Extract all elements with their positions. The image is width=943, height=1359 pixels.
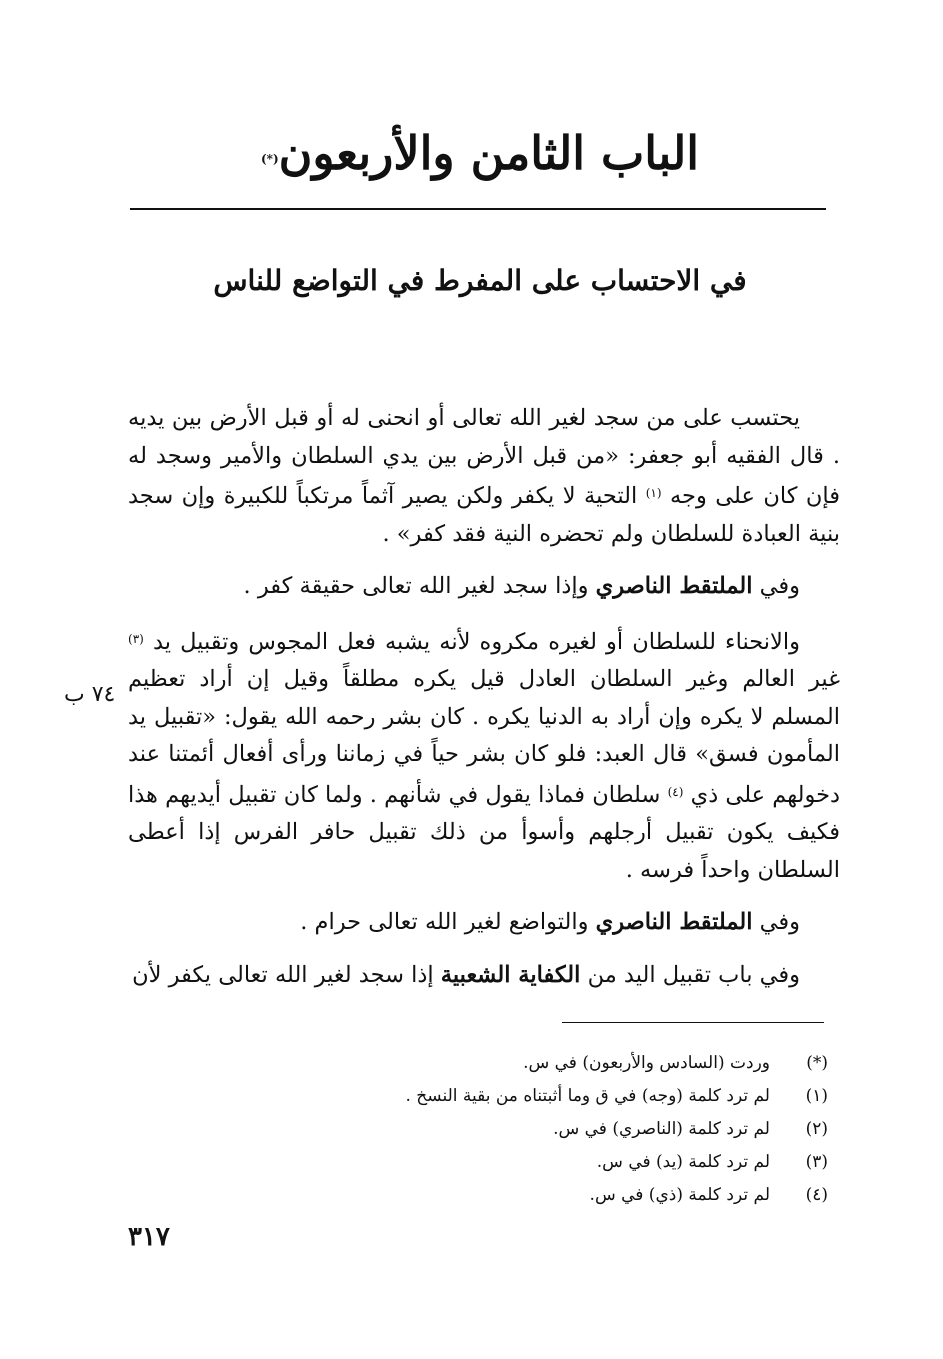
paragraph-2-text: وإذا سجد لغير الله تعالى حقيقة كفر . xyxy=(243,573,589,599)
source-name: الملتقط الناصري xyxy=(595,909,753,935)
paragraph-3-text-b: غير العالم وغير السلطان العادل قيل يكره مطلقاً وقيل إن أراد تعظيم المسلم لا يكره وإن أراد به الدنيا يكره . كان بشر رحمه الله يقول: «تقبيل يد المأمون فسق» قال العبد: فلو كان بشر حياً في زماننا ورأى أفعال أئمتنا عند دخولهم على ذي xyxy=(128,666,841,808)
paragraph-3-text-a: والانحناء للسلطان أو لغيره مكروه لأنه يشبه فعل المجوس وتقبيل يد xyxy=(152,628,800,655)
paragraph-4-lead: وفي xyxy=(759,909,800,935)
footnote-mark: (١) xyxy=(805,1086,828,1106)
paragraph-1-text: يحتسب على من سجد لغير الله تعالى أو انحنى له أو قبل الأرض بين يديه . قال الفقيه أبو جعفر: «من قبل الأرض بين يدي السلطان والأمير وسجد له فإن كان على وجه xyxy=(128,405,840,509)
source-name: الملتقط الناصري xyxy=(595,573,753,599)
footnote xyxy=(300,1113,828,1146)
footnote-ref-4: (٤) xyxy=(667,784,684,799)
footnote-ref-1: (١) xyxy=(645,486,662,500)
footnotes xyxy=(300,1047,828,1212)
paragraph-1 xyxy=(128,400,840,553)
footnote-mark: (*) xyxy=(806,1053,828,1073)
footnote-text: وردت (السادس والأربعون) في س. xyxy=(523,1053,770,1073)
footnote-text: لم ترد كلمة (ذي) في س. xyxy=(589,1185,770,1205)
footnote-text: لم ترد كلمة (يد) في س. xyxy=(596,1152,770,1172)
manuscript-folio-note: ٧٤ ب xyxy=(64,682,116,707)
paragraph-3 xyxy=(128,621,840,890)
paragraph-5 xyxy=(128,957,840,995)
footnote-ref-3: (٣) xyxy=(128,631,144,646)
footnote xyxy=(300,1146,828,1179)
paragraph-1-continued: التحية لا يكفر ولكن يصير آثماً مرتكباً للكبيرة وإن سجد بنية العبادة للسلطان ولم تحضره النية فقد كفر» . xyxy=(128,483,840,547)
paragraph-3-text-c: سلطان فماذا يقول في شأنهم . ولما كان تقبيل أيديهم هذا فكيف يكون تقبيل أرجلهم وأسوأ من ذلك تقبيل حافر الفرس إذا أعطى السلطان واحداً فرسه . xyxy=(128,781,840,883)
footnote-mark: (٢) xyxy=(805,1119,828,1139)
paragraph-4 xyxy=(128,904,840,942)
page-number: ٣١٧ xyxy=(128,1222,170,1252)
footnote-divider xyxy=(562,1022,824,1023)
source-name: الكفاية الشعبية xyxy=(440,961,581,988)
paragraph-4-text: والتواضع لغير الله تعالى حرام . xyxy=(300,909,589,935)
footnote-text: لم ترد كلمة (الناصري) في س. xyxy=(553,1119,770,1139)
footnote xyxy=(300,1179,828,1212)
body-text xyxy=(128,400,840,994)
chapter-title xyxy=(130,118,830,194)
paragraph-2-lead: وفي xyxy=(759,573,800,599)
footnote-text: لم ترد كلمة (وجه) في ق وما أثبتناه من بقية النسخ . xyxy=(405,1086,770,1106)
chapter-title-mark: (*) xyxy=(261,152,279,166)
footnote xyxy=(300,1047,828,1080)
footnote xyxy=(300,1080,828,1113)
paragraph-2 xyxy=(128,568,840,606)
paragraph-5-text-a: وفي باب تقبيل اليد من xyxy=(587,961,800,988)
paragraph-5-text-b: إذا سجد لغير الله تعالى يكفر لأن xyxy=(132,961,434,988)
footnote-mark: (٣) xyxy=(805,1152,828,1172)
chapter-title-text: الباب الثامن والأربعون xyxy=(278,126,699,180)
title-divider xyxy=(130,208,826,210)
chapter-subtitle: في الاحتساب على المفرط في التواضع للناس xyxy=(213,264,747,297)
footnote-mark: (٤) xyxy=(805,1185,828,1205)
